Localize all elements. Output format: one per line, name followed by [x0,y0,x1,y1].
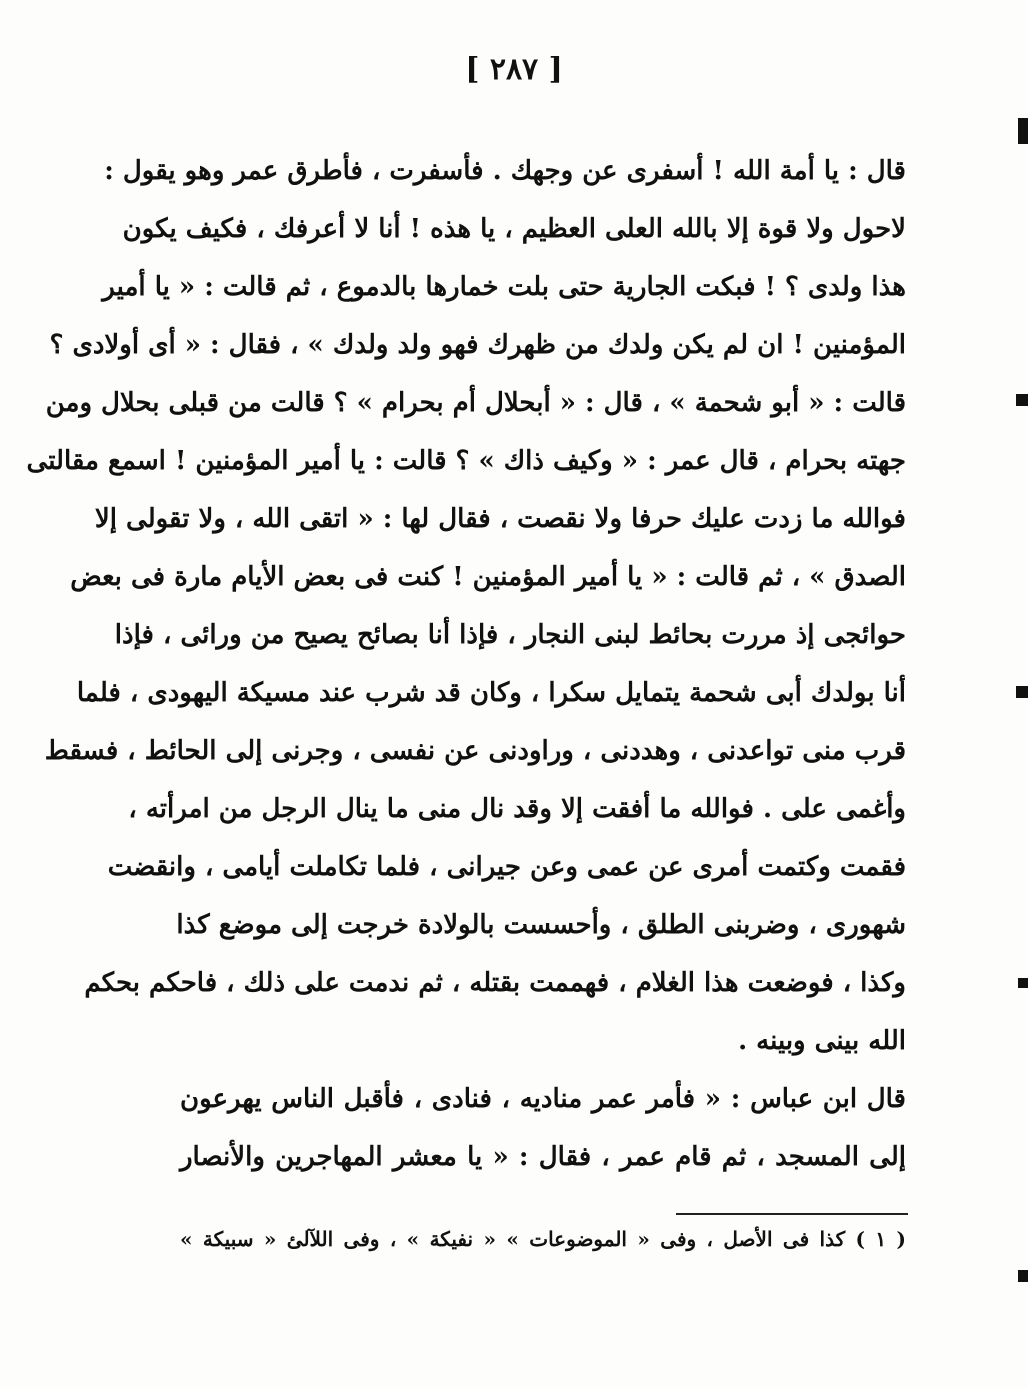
main-text [26,142,906,1186]
page-number: [ ٢٨٧ ] [465,52,563,87]
text-line: المؤمنين ! ان لم يكن ولدك من ظهرك فهو ولد ولدك » ، فقال : « أى أولادى ؟ [49,330,906,360]
text-line: جهته بحرام ، قال عمر : « وكيف ذاك » ؟ قالت : يا أمير المؤمنين ! اسمع مقالتى [26,446,906,476]
text-line: قال : يا أمة الله ! أسفرى عن وجهك . فأسفرت ، فأطرق عمر وهو يقول : [104,156,906,186]
text-line: الصدق » ، ثم قالت : « يا أمير المؤمنين ! كنت فى بعض الأيام مارة فى بعض [70,562,906,592]
text-line: قرب منى تواعدنى ، وهددنى ، وراودنى عن نفسى ، وجرنى إلى الحائط ، فسقط [44,736,906,766]
text-line: فوالله ما زدت عليك حرفا ولا نقصت ، فقال لها : « اتقى الله ، ولا تقولى إلا [94,504,906,534]
text-line: وأغمى على . فوالله ما أفقت إلا وقد نال منى ما ينال الرجل من امرأته ، [128,794,906,824]
scan-edge-mark [1016,686,1028,698]
text-line: قالت : « أبو شحمة » ، قال : « أبحلال أم بحرام » ؟ قالت من قبلى بحلال ومن [45,388,906,418]
text-line: فقمت وكتمت أمرى عن عمى وعن جيرانى ، فلما تكاملت أيامى ، وانقضت [107,852,906,882]
paragraph-line: قال ابن عباس : « فأمر عمر مناديه ، فنادى ، فأقبل الناس يهرعون [180,1084,906,1114]
text-line: هذا ولدى ؟ ! فبكت الجارية حتى بلت خمارها بالدموع ، ثم قالت : « يا أمير [102,272,906,302]
text-line: الله بينى وبينه . [738,1026,906,1056]
text-line: شهورى ، وضربنى الطلق ، وأحسست بالولادة خرجت إلى موضع كذا [176,910,906,940]
scan-edge-mark [1016,394,1028,406]
footnote-rule [676,1213,908,1215]
scan-edge-mark [1018,978,1028,988]
text-line: لاحول ولا قوة إلا بالله العلى العظيم ، يا هذه ! أنا لا أعرفك ، فكيف يكون [122,214,906,244]
text-line: أنا بولدك أبى شحمة يتمايل سكرا ، وكان قد شرب عند مسيكة اليهودى ، فلما [76,678,906,708]
footnote: ( ١ ) كذا فى الأصل ، وفى « الموضوعات » « نفيكة » ، وفى اللآلئ « سبيكة » [180,1227,906,1251]
text-line: وكذا ، فوضعت هذا الغلام ، فهممت بقتله ، ثم ندمت على ذلك ، فاحكم بحكم [84,968,906,998]
paragraph-line: إلى المسجد ، ثم قام عمر ، فقال : « يا معشر المهاجرين والأنصار [180,1142,906,1172]
text-line: حوائجى إذ مررت بحائط لبنى النجار ، فإذا أنا بصائح يصيح من ورائى ، فإذا [114,620,906,650]
scan-edge-mark [1018,118,1028,144]
scan-edge-mark [1018,1270,1028,1282]
